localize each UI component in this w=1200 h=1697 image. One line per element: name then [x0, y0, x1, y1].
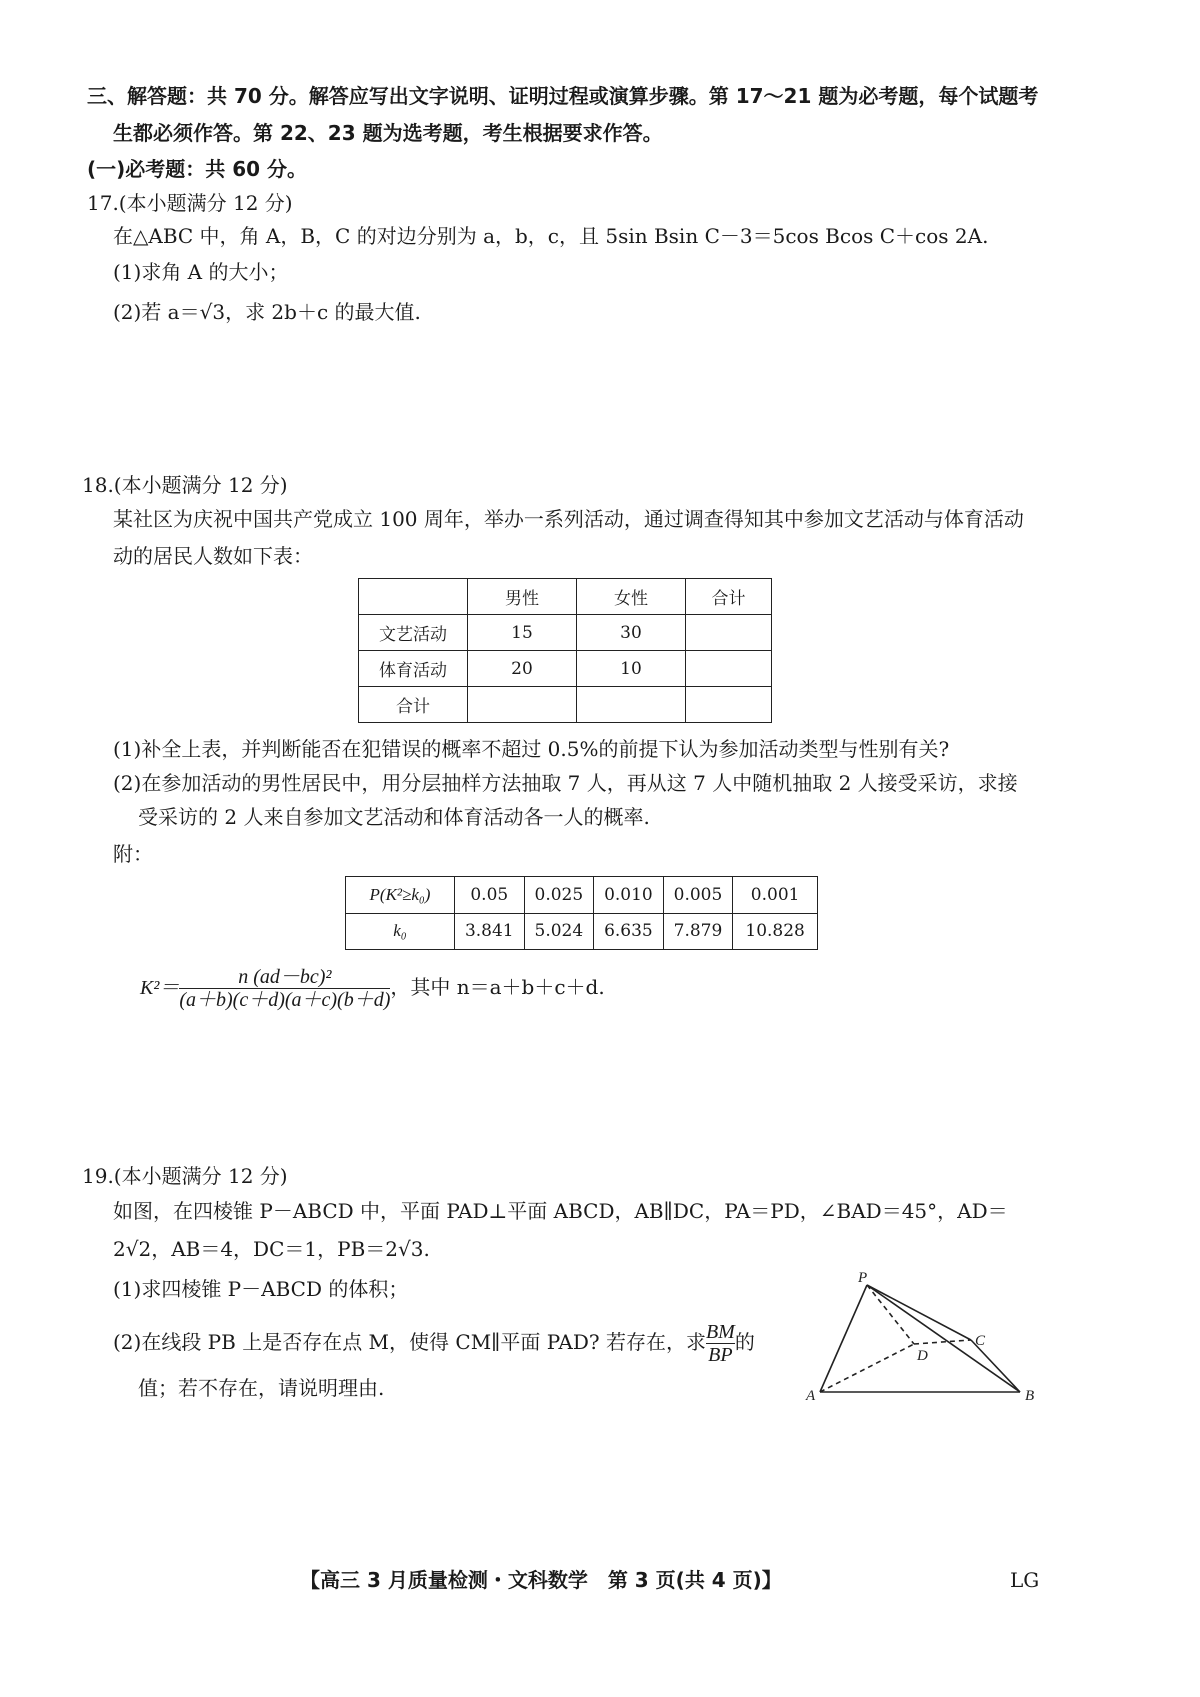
- label-B: B: [1025, 1388, 1035, 1404]
- table-cell: 3.841: [455, 913, 525, 950]
- table-cell: 20: [468, 651, 577, 687]
- label-D: D: [917, 1348, 928, 1364]
- edge-DC: [914, 1340, 971, 1344]
- formula-numerator: n (ad－bc)²: [179, 966, 390, 989]
- label-P: P: [858, 1270, 868, 1286]
- formula-lhs: K²＝: [140, 977, 180, 999]
- q18-stem: 某社区为庆祝中国共产党成立 100 周年，举办一系列活动，通过调查得知其中参加文艺活动与体育活动: [113, 507, 1024, 531]
- q18-title: 18.(本小题满分 12 分): [82, 473, 288, 497]
- table-header: 男性: [468, 579, 577, 615]
- edge-PD: [867, 1285, 914, 1344]
- q19-part2-cont: 值；若不存在，请说明理由.: [138, 1376, 385, 1400]
- table-cell: 10: [577, 651, 686, 687]
- table-cell: 0.05: [455, 877, 525, 914]
- q19-part1: (1)求四棱锥 P－ABCD 的体积；: [113, 1277, 409, 1301]
- appendix-label: 附：: [113, 842, 153, 866]
- table-cell: 10.828: [733, 913, 818, 950]
- footer-code: LG: [1010, 1568, 1040, 1592]
- table-cell: 7.879: [663, 913, 733, 950]
- q17-part2: (2)若 a＝√3，求 2b＋c 的最大值.: [113, 300, 421, 324]
- q19-stem: 如图，在四棱锥 P－ABCD 中，平面 PAD⊥平面 ABCD，AB∥DC，PA＝PD，∠BAD＝45°，AD＝: [113, 1199, 1008, 1223]
- q18-stem-cont: 动的居民人数如下表：: [113, 544, 313, 568]
- section-heading: 三、解答题：共 70 分。解答应写出文字说明、证明过程或演算步骤。第 17～21 题为必考题，每个试题考: [87, 84, 1039, 108]
- table-cell: 0.005: [663, 877, 733, 914]
- edge-PB: [867, 1285, 1020, 1392]
- table-cell: 30: [577, 615, 686, 651]
- q19-stem-cont: 2√2，AB＝4，DC＝1，PB＝2√3.: [113, 1237, 430, 1261]
- q19-title: 19.(本小题满分 12 分): [82, 1164, 288, 1188]
- label-A: A: [806, 1388, 816, 1404]
- ratio-numerator: BM: [705, 1321, 735, 1343]
- table-cell: k₀: [346, 913, 455, 950]
- section-heading-cont: 生都必须作答。第 22、23 题为选考题，考生根据要求作答。: [113, 121, 663, 145]
- formula-tail: ，其中 n＝a＋b＋c＋d.: [390, 975, 605, 999]
- edge-PA: [820, 1285, 867, 1392]
- table-cell: P(K²≥k₀): [346, 877, 455, 914]
- table-header: 合计: [686, 579, 772, 615]
- table-header: 女性: [577, 579, 686, 615]
- ratio-denominator: BP: [708, 1344, 733, 1366]
- q18-part1: (1)补全上表，并判断能否在犯错误的概率不超过 0.5%的前提下认为参加活动类型与性别有关?: [113, 737, 950, 761]
- table-cell: 5.024: [524, 913, 594, 950]
- table-cell: 15: [468, 615, 577, 651]
- label-C: C: [975, 1333, 986, 1349]
- q17-stem: 在△ABC 中，角 A，B，C 的对边分别为 a，b，c，且 5sin Bsin C－3＝5cos Bcos C＋cos 2A.: [113, 224, 989, 248]
- page-footer: 【高三 3 月质量检测・文科数学 第 3 页(共 4 页)】: [300, 1568, 782, 1592]
- table-cell: 0.001: [733, 877, 818, 914]
- q18-part2: (2)在参加活动的男性居民中，用分层抽样方法抽取 7 人，再从这 7 人中随机抽取 2 人接受采访，求接: [113, 771, 1018, 795]
- edge-AD: [820, 1344, 914, 1392]
- q19-part2-suffix: 的: [734, 1330, 755, 1354]
- table-cell: 合计: [359, 687, 468, 723]
- q19-part2-text: (2)在线段 PB 上是否存在点 M，使得 CM∥平面 PAD? 若存在，求: [113, 1330, 706, 1354]
- formula-denominator: (a＋b)(c＋d)(a＋c)(b＋d): [179, 989, 391, 1011]
- subsection-heading: (一)必考题：共 60 分。: [87, 157, 308, 181]
- table-cell: 体育活动: [359, 651, 468, 687]
- table-cell: 0.025: [524, 877, 594, 914]
- q18-part2-cont: 受采访的 2 人来自参加文艺活动和体育活动各一人的概率.: [138, 805, 650, 829]
- table-cell: 文艺活动: [359, 615, 468, 651]
- q17-title: 17.(本小题满分 12 分): [87, 191, 293, 215]
- table-cell: 6.635: [594, 913, 664, 950]
- table-cell: 0.010: [594, 877, 664, 914]
- edge-PC: [867, 1285, 971, 1340]
- q17-part1: (1)求角 A 的大小；: [113, 260, 289, 284]
